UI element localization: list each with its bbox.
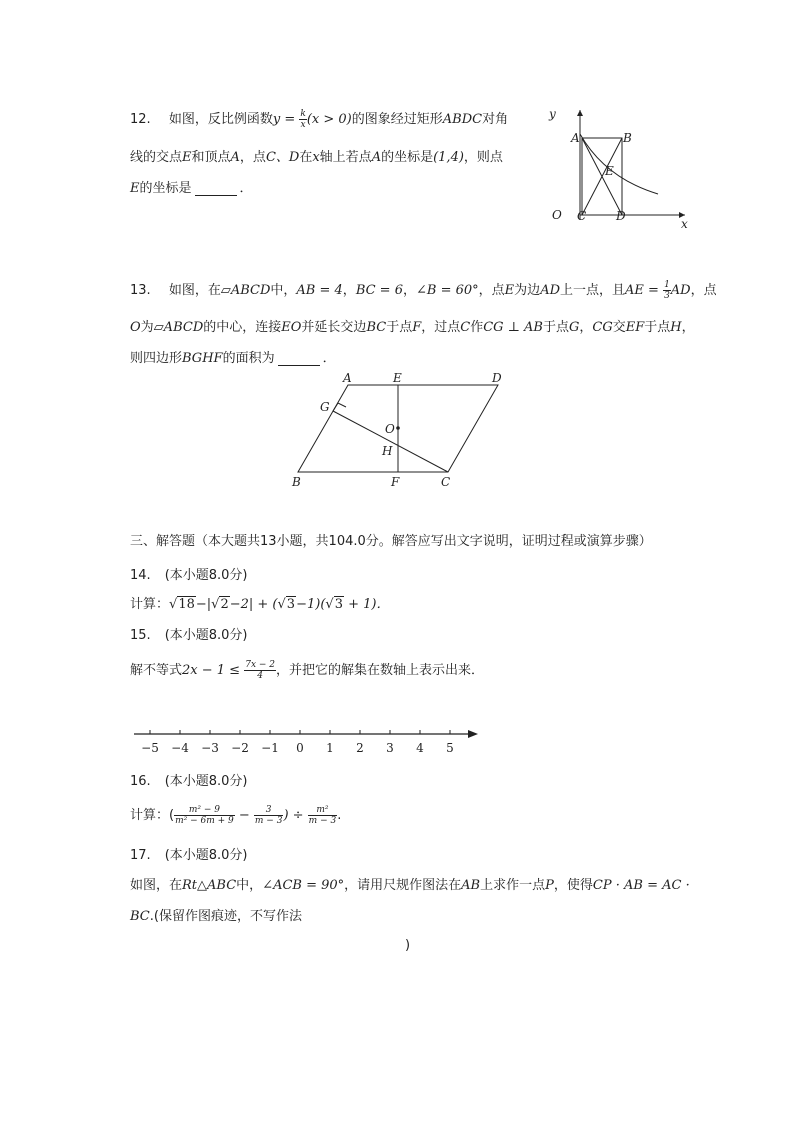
q14-header: 14. (本小题8.0分): [130, 568, 248, 583]
q17-line1: 如图，在Rt△ABC中，∠ACB = 90°，请用尺规作图法在AB上求作一点P，使得CP · AB = AC ·: [130, 878, 690, 893]
fig13-label-C: C: [441, 475, 451, 489]
q17-line2: BC.(保留作图痕迹，不写作法: [130, 909, 302, 924]
fig13-label-B: B: [292, 475, 301, 489]
fig12-label-B: B: [623, 131, 632, 145]
fig13-label-A: A: [343, 371, 352, 385]
answer-blank[interactable]: [278, 353, 320, 366]
fig12-label-x: x: [681, 217, 688, 230]
q12-line2: 线的交点E和顶点A，点C、D在x轴上若点A的坐标是(1,4)，则点: [130, 150, 503, 165]
number-line-label: −5: [141, 741, 159, 755]
q17-header: 17. (本小题8.0分): [130, 848, 248, 863]
q17-line3: ): [405, 938, 411, 953]
fig12-label-C: C: [577, 209, 587, 223]
number-line-label: 5: [446, 741, 454, 755]
number-line-label: 1: [326, 741, 334, 755]
fig12-label-y: y: [549, 107, 556, 121]
fig12-label-D: D: [616, 209, 626, 223]
number-line-label: 4: [416, 741, 424, 755]
q15-text: 解不等式2x − 1 ≤ $\frac{7x - 2}{4}$ ，并把它的解集在数轴上表示出来．: [130, 660, 485, 681]
q13-line3: 则四边形BGHF的面积为 ．: [130, 351, 336, 366]
q13-fraction: $\frac{1}{3}$: [664, 280, 670, 301]
number-line-label: −1: [261, 741, 279, 755]
fig12-label-O: O: [552, 208, 562, 222]
q15-header: 15. (本小题8.0分): [130, 628, 248, 643]
number-line: [130, 722, 490, 758]
fig13-label-D: D: [492, 371, 502, 385]
number-line-label: −2: [231, 741, 249, 755]
number-line-label: −4: [171, 741, 189, 755]
q12-line1: 12. 如图，反比例函数y = $\frac{k}{x}$ (x > 0)的图象经过矩形ABDC对角: [130, 109, 509, 130]
fig12-label-A: A: [571, 131, 580, 145]
q13-figure: [285, 368, 515, 493]
number-line-label: 3: [386, 741, 394, 755]
q12-line3: E的坐标是 ．: [130, 181, 253, 196]
fig13-label-H: H: [382, 444, 393, 458]
q13-line2: O为▱ABCD的中心，连接EO并延长交边BC于点F，过点C作CG ⊥ AB于点G，CG交EF于点H，: [130, 320, 695, 335]
q13-line1: 13. 如图，在▱ABCD中，AB = 4，BC = 6，∠B = 60°，点E为边AD上一点，且AE = $\frac{1}{3}$ AD，点: [130, 280, 717, 301]
q16-expression: 计算：( $\frac{\text{m² − 9}}{\text{m² − 6m + 9}}$ − $\frac{3}{m - 3}$ ) ÷ $\frac{\text{m²}}{m - 3}$ .: [130, 805, 342, 826]
number-line-label: −3: [201, 741, 219, 755]
q16-header: 16. (本小题8.0分): [130, 774, 248, 789]
q12-figure: [535, 100, 695, 230]
number-line-label: 0: [296, 741, 304, 755]
fig13-label-E: E: [393, 371, 402, 385]
number-line-label: 2: [356, 741, 364, 755]
q12-number: 12.: [130, 112, 151, 127]
section-heading: 三、解答题（本大题共13小题，共104.0分。解答应写出文字说明，证明过程或演算步骤）: [130, 534, 652, 549]
q12-fraction: $\frac{k}{x}$: [300, 109, 306, 130]
fig12-label-E: E: [605, 164, 614, 178]
fig13-label-G: G: [320, 400, 330, 414]
answer-blank[interactable]: [195, 183, 237, 196]
q13-number: 13.: [130, 283, 151, 298]
q14-expression: 计算：√18−|√2−2| + (√3−1)(√3 + 1)．: [130, 597, 390, 612]
fig13-label-O: O: [385, 422, 395, 436]
fig13-label-F: F: [391, 475, 400, 489]
